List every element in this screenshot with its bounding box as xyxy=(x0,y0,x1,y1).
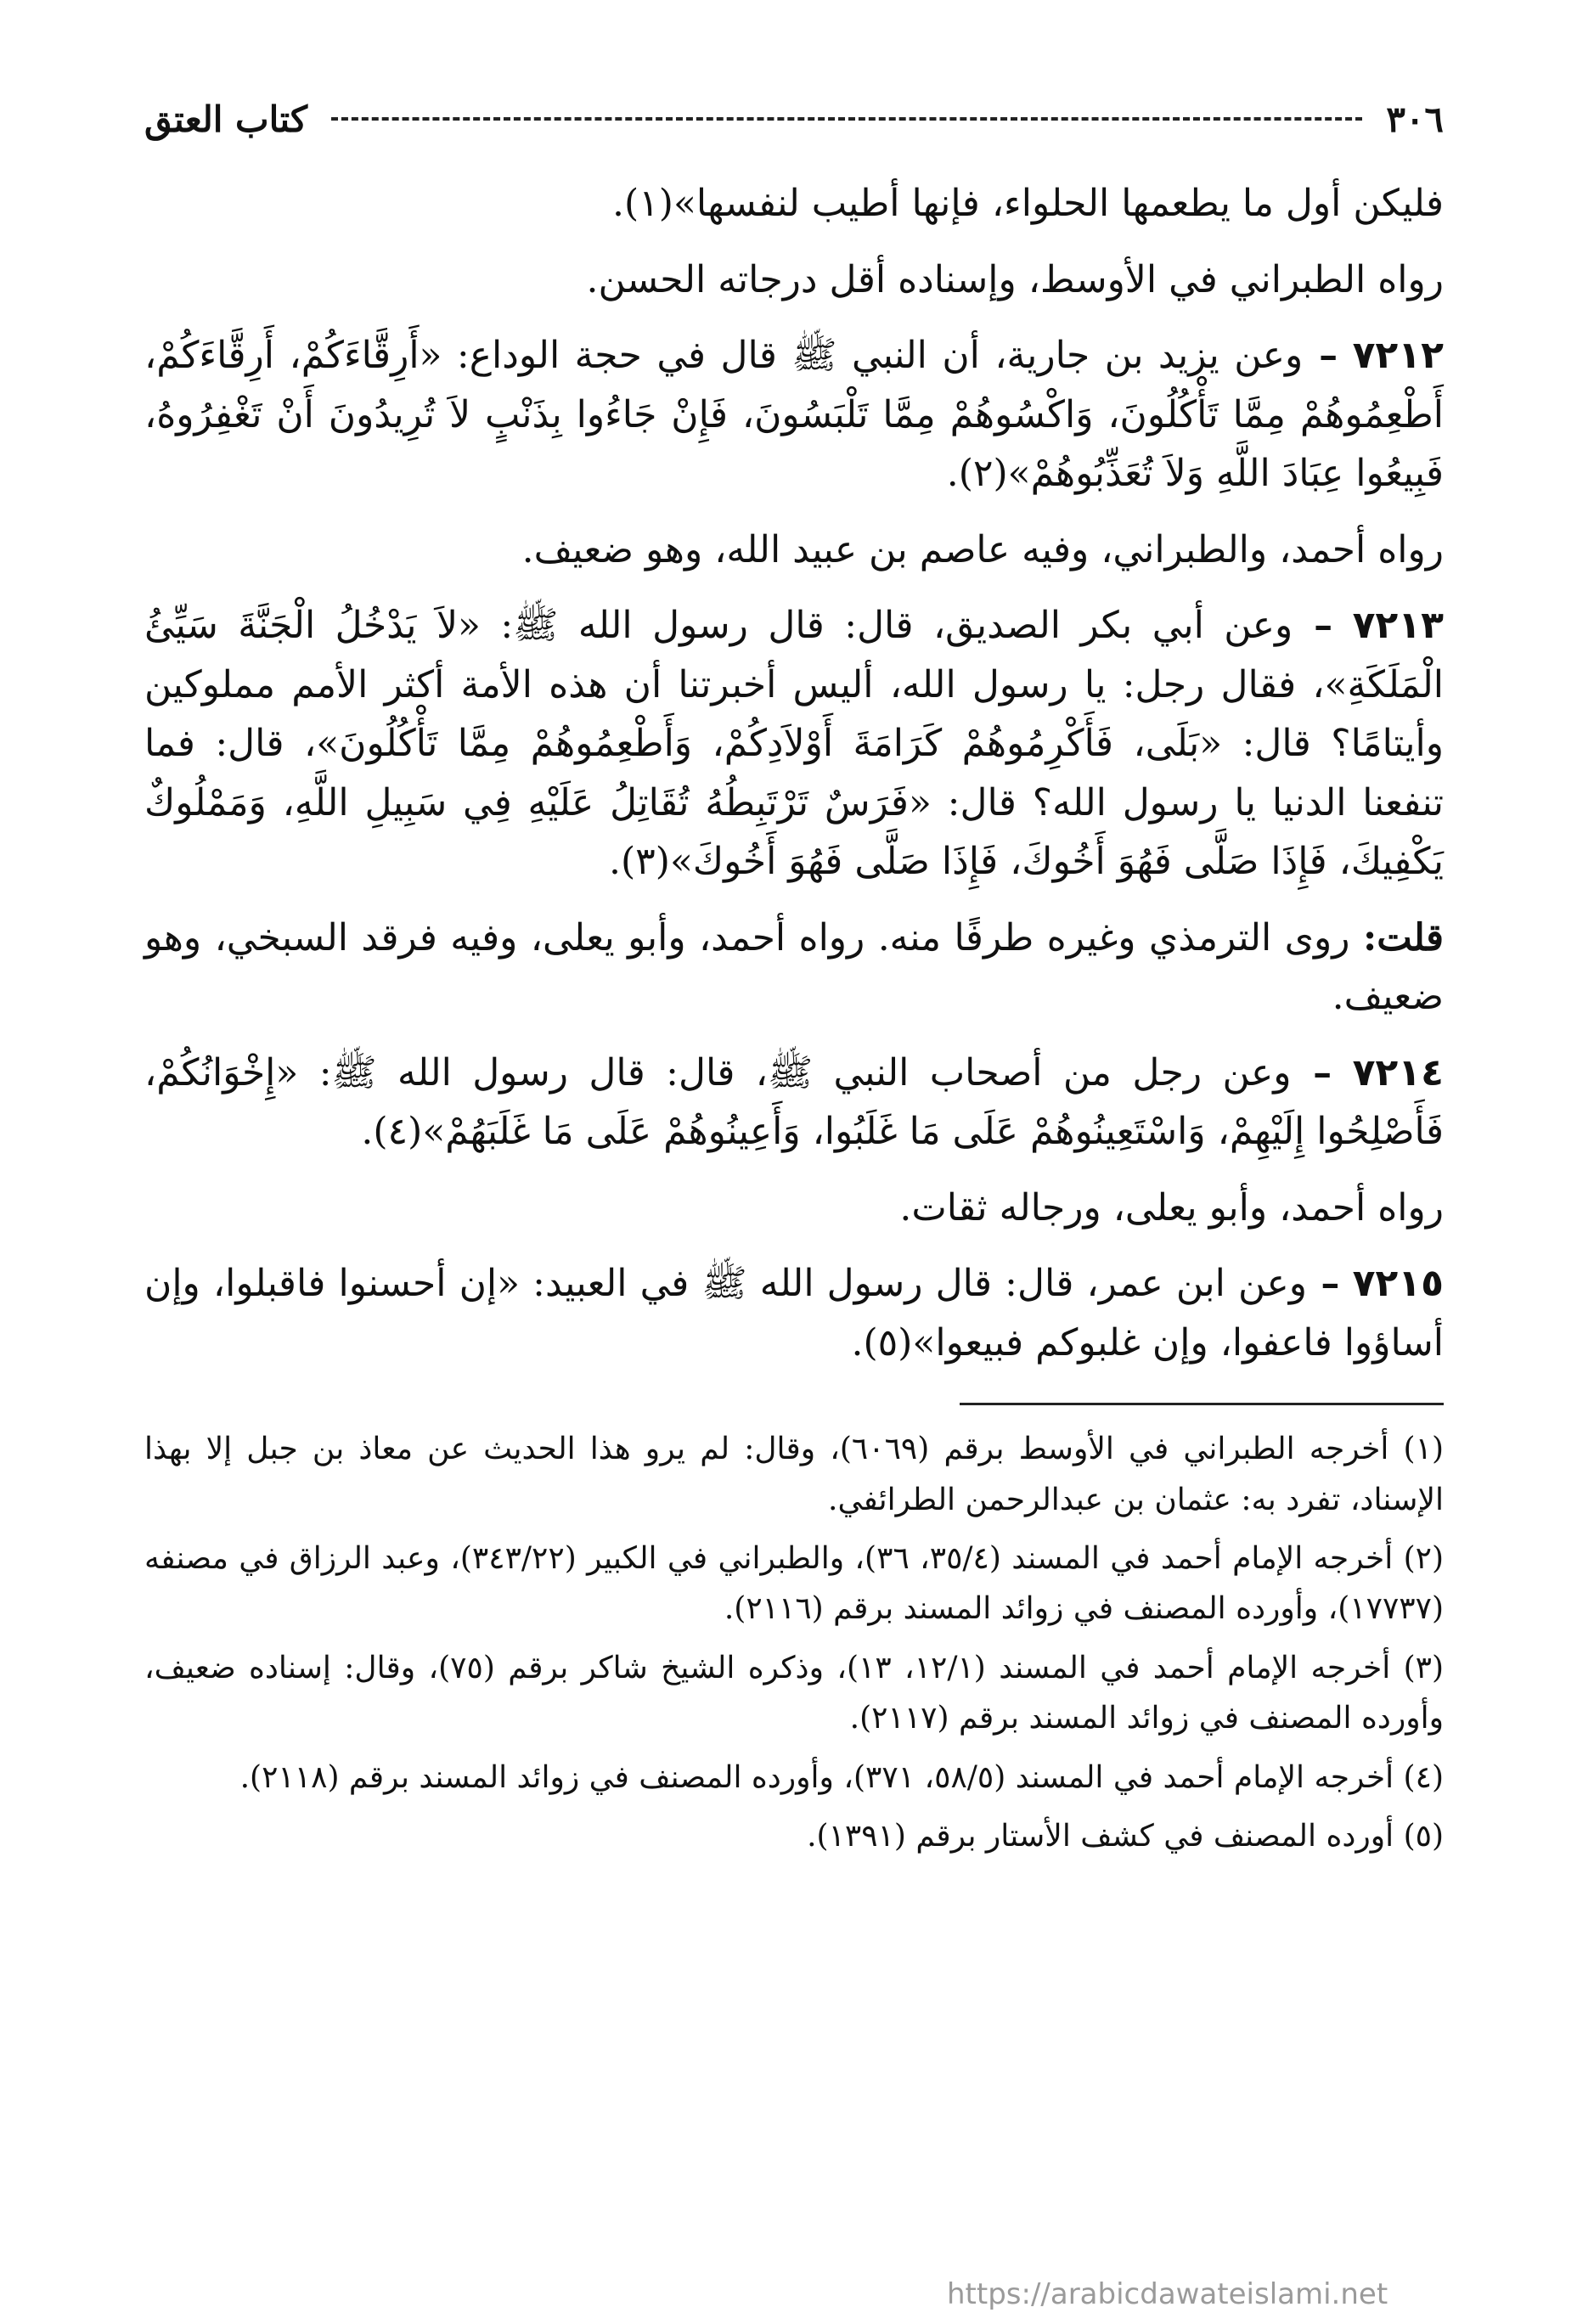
footnote: (٥) أورده المصنف في كشف الأستار برقم (١٣٩١). xyxy=(807,1819,1444,1854)
hadith-number: ٧٢١٣ xyxy=(1352,604,1444,648)
book-title: كتاب العتق xyxy=(144,98,308,140)
hadith-number: ٧٢١٥ xyxy=(1352,1262,1444,1306)
hadith-paragraph: ٧٢١٢ – وعن يزيد بن جارية، أن النبي ﷺ قال في حجة الوداع: «أَرِقَّاءَكُمْ، أَرِقَّاءَكُمْ، أَطْعِمُوهُمْ مِمَّا تَأْكُلُونَ، وَاكْسُوهُمْ مِمَّا تَلْبَسُونَ، فَإِنْ جَاءُوا بِذَنْبٍ لاَ تُرِيدُونَ أَنْ تَغْفِرُوهُ، فَبِيعُوا عِبَادَ اللَّهِ وَلاَ تُعَذِّبُوهُمْ»(٢). xyxy=(144,334,1444,496)
hadith-number: ٧٢١٢ xyxy=(1352,334,1444,378)
hadith-number: ٧٢١٤ xyxy=(1352,1050,1444,1094)
paragraph: رواه أحمد، وأبو يعلى، ورجاله ثقات. xyxy=(899,1185,1444,1230)
footnote: (٢) أخرجه الإمام أحمد في المسند (٣٥/٤، ٣٦)، والطبراني في الكبير (٣٤٣/٢٢)، وعبد الرزاق في مصنفه (١٧٧٣٧)، وأورده المصنف في زوائد المسند برقم (٢١١٦). xyxy=(144,1541,1445,1627)
paragraph: رواه أحمد، والطبراني، وفيه عاصم بن عبيد الله، وهو ضعيف. xyxy=(521,527,1444,571)
footnote-separator xyxy=(960,1403,1444,1405)
page-header xyxy=(144,81,1444,157)
document-page xyxy=(144,81,1444,1870)
watermark-url: https://arabicdawateislami.net xyxy=(947,2277,1388,2311)
hadith-paragraph: ٧٢١٥ – وعن ابن عمر، قال: قال رسول الله ﷺ في العبيد: «إن أحسنوا فاقبلوا، وإن أساؤوا فاعفوا، وإن غلبوكم فبيعوا»(٥). xyxy=(144,1262,1444,1365)
hadith-paragraph: ٧٢١٤ – وعن رجل من أصحاب النبي ﷺ، قال: قال رسول الله ﷺ: «إِخْوَانُكُمْ، فَأَصْلِحُوا إِلَيْهِمْ، وَاسْتَعِينُوهُمْ عَلَى مَا غَلَبُوا، وَأَعِينُوهُمْ عَلَى مَا غَلَبَهُمْ»(٤). xyxy=(144,1050,1444,1154)
paragraph: رواه الطبراني في الأوسط، وإسناده أقل درجاته الحسن. xyxy=(586,257,1444,301)
commentary-lead: قلت: xyxy=(1362,915,1444,959)
footnotes xyxy=(144,1424,1444,1861)
footnote: (١) أخرجه الطبراني في الأوسط برقم (٦٠٦٩)، وقال: لم يرو هذا الحديث عن معاذ بن جبل إلا بهذا الإسناد، تفرد به: عثمان بن عبدالرحمن الطرائفي. xyxy=(144,1432,1444,1517)
footnote: (٤) أخرجه الإمام أحمد في المسند (٥٨/٥، ٣٧١)، وأورده المصنف في زوائد المسند برقم (٢١١٨). xyxy=(239,1759,1444,1795)
hadith-paragraph: ٧٢١٣ – وعن أبي بكر الصديق، قال: قال رسول الله ﷺ: «لاَ يَدْخُلُ الْجَنَّةَ سَيِّئُ الْمَلَكَةِ»، فقال رجل: يا رسول الله، أليس أخبرتنا أن هذه الأمة أكثر الأمم مملوكين وأيتامًا؟ قال: «بَلَى، فَأَكْرِمُوهُمْ كَرَامَةَ أَوْلاَدِكُمْ، وَأَطْعِمُوهُمْ مِمَّا تَأْكُلُونَ»، قال: فما تنفعنا الدنيا يا رسول الله؟ قال: «فَرَسٌ تَرْتَبِطُهُ تُقَاتِلُ عَلَيْهِ فِي سَبِيلِ اللَّهِ، وَمَمْلُوكٌ يَكْفِيكَ، فَإِذَا صَلَّى فَهُوَ أَخُوكَ، فَإِذَا صَلَّى فَهُوَ أَخُوكَ»(٣). xyxy=(144,604,1444,884)
header-rule xyxy=(331,117,1362,121)
main-text xyxy=(144,174,1444,1372)
paragraph: فليكن أول ما يطعمها الحلواء، فإنها أطيب لنفسها»(١). xyxy=(612,182,1444,225)
commentary-paragraph: قلت: روى الترمذي وغيره طرفًا منه. رواه أحمد، وأبو يعلى، وفيه فرقد السبخي، وهو ضعيف. xyxy=(144,915,1444,1019)
footnote: (٣) أخرجه الإمام أحمد في المسند (١٢/١، ١٣)، وذكره الشيخ شاكر برقم (٧٥)، وقال: إسناده ضعيف، وأورده المصنف في زوائد المسند برقم (٢١١٧). xyxy=(144,1650,1445,1736)
page-number: ٣٠٦ xyxy=(1386,98,1444,140)
